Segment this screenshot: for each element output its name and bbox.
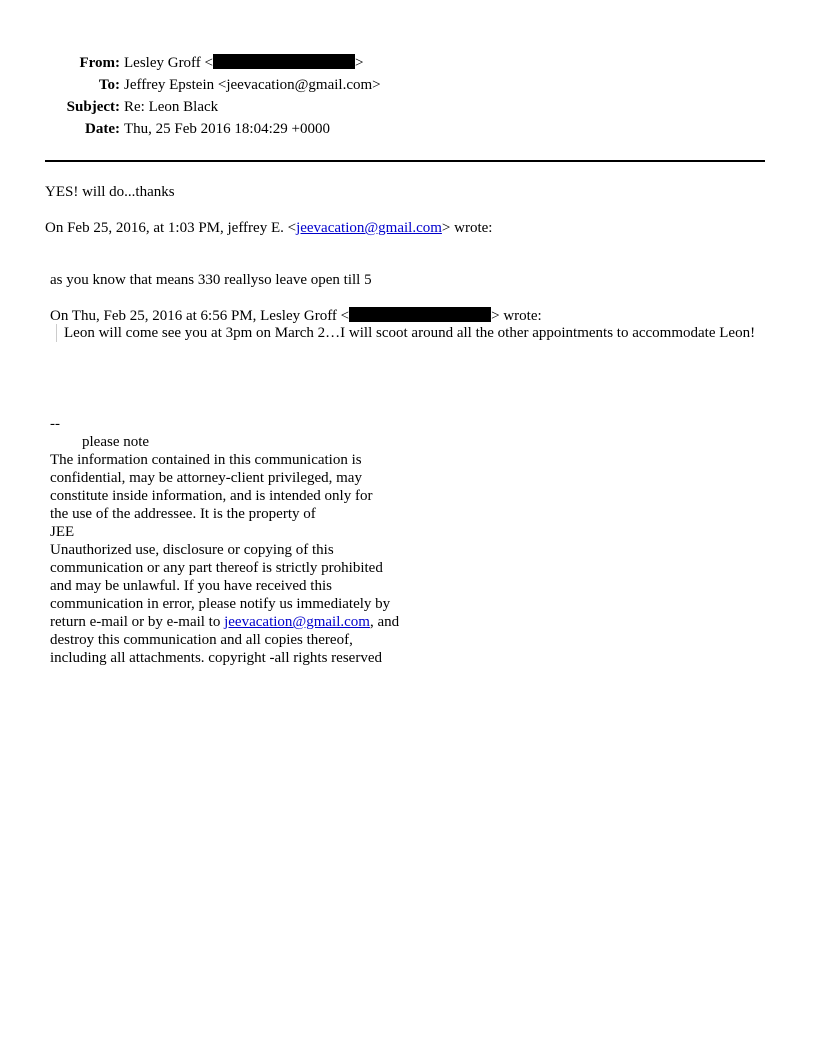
disclaimer-line: and may be unlawful. If you have received this — [50, 578, 332, 594]
disclaimer-line: JEE — [50, 524, 75, 540]
disclaimer-email-link[interactable]: jeevacation@gmail.com — [224, 614, 370, 630]
subject-label: Subject: — [66, 99, 120, 115]
from-name: Lesley Groff < — [124, 55, 213, 71]
quote-attribution-1 — [45, 219, 492, 237]
line10-suffix: , and — [369, 614, 400, 630]
quote2-suffix: > wrote: — [491, 308, 542, 324]
to-value: Jeffrey Epstein <jeevacation@gmail.com> — [124, 77, 381, 93]
disclaimer-line: including all attachments. copyright -all rights reserved — [50, 650, 382, 666]
disclaimer-line: Unauthorized use, disclosure or copying of this — [50, 542, 334, 558]
quote-attribution-2 — [50, 307, 542, 325]
signature-block — [50, 415, 470, 667]
message-text: as you know that means 330 reallyso leave open till 5 — [50, 272, 372, 288]
from-value — [124, 54, 363, 72]
date-value: Thu, 25 Feb 2016 18:04:29 +0000 — [124, 121, 330, 137]
reply-text: YES! will do...thanks — [45, 184, 175, 200]
disclaimer-line — [50, 613, 470, 631]
disclaimer-line: communication in error, please notify us immediately by — [50, 596, 391, 612]
signature-note: please note — [82, 434, 150, 450]
disclaimer-line: confidential, may be attorney-client privileged, may — [50, 470, 362, 486]
quote1-prefix: On Feb 25, 2016, at 1:03 PM, jeffrey E. < — [45, 220, 297, 236]
quoted-message: Leon will come see you at 3pm on March 2…I will scoot around all the other appointments to accommodate Leon! — [56, 324, 774, 342]
to-label: To: — [98, 77, 120, 93]
quote1-email-link[interactable]: jeevacation@gmail.com — [296, 220, 442, 236]
date-label: Date: — [85, 121, 120, 137]
signature-dashes: -- — [50, 416, 60, 432]
disclaimer-line: The information contained in this communication is — [50, 452, 362, 468]
quote1-suffix: > wrote: — [441, 220, 493, 236]
disclaimer-line: communication or any part thereof is strictly prohibited — [50, 560, 383, 576]
disclaimer-line: the use of the addressee. It is the property of — [50, 506, 316, 522]
quote2-prefix: On Thu, Feb 25, 2016 at 6:56 PM, Lesley Groff < — [50, 308, 350, 324]
disclaimer-line: constitute inside information, and is intended only for — [50, 488, 373, 504]
disclaimer-line: destroy this communication and all copies thereof, — [50, 632, 353, 648]
redaction-bar — [213, 54, 355, 69]
from-close: > — [355, 55, 364, 71]
line10-prefix: return e-mail or by e-mail to — [50, 614, 225, 630]
from-label: From: — [79, 55, 120, 71]
header-divider — [45, 160, 765, 162]
redaction-bar — [349, 307, 491, 322]
subject-value: Re: Leon Black — [124, 99, 219, 115]
